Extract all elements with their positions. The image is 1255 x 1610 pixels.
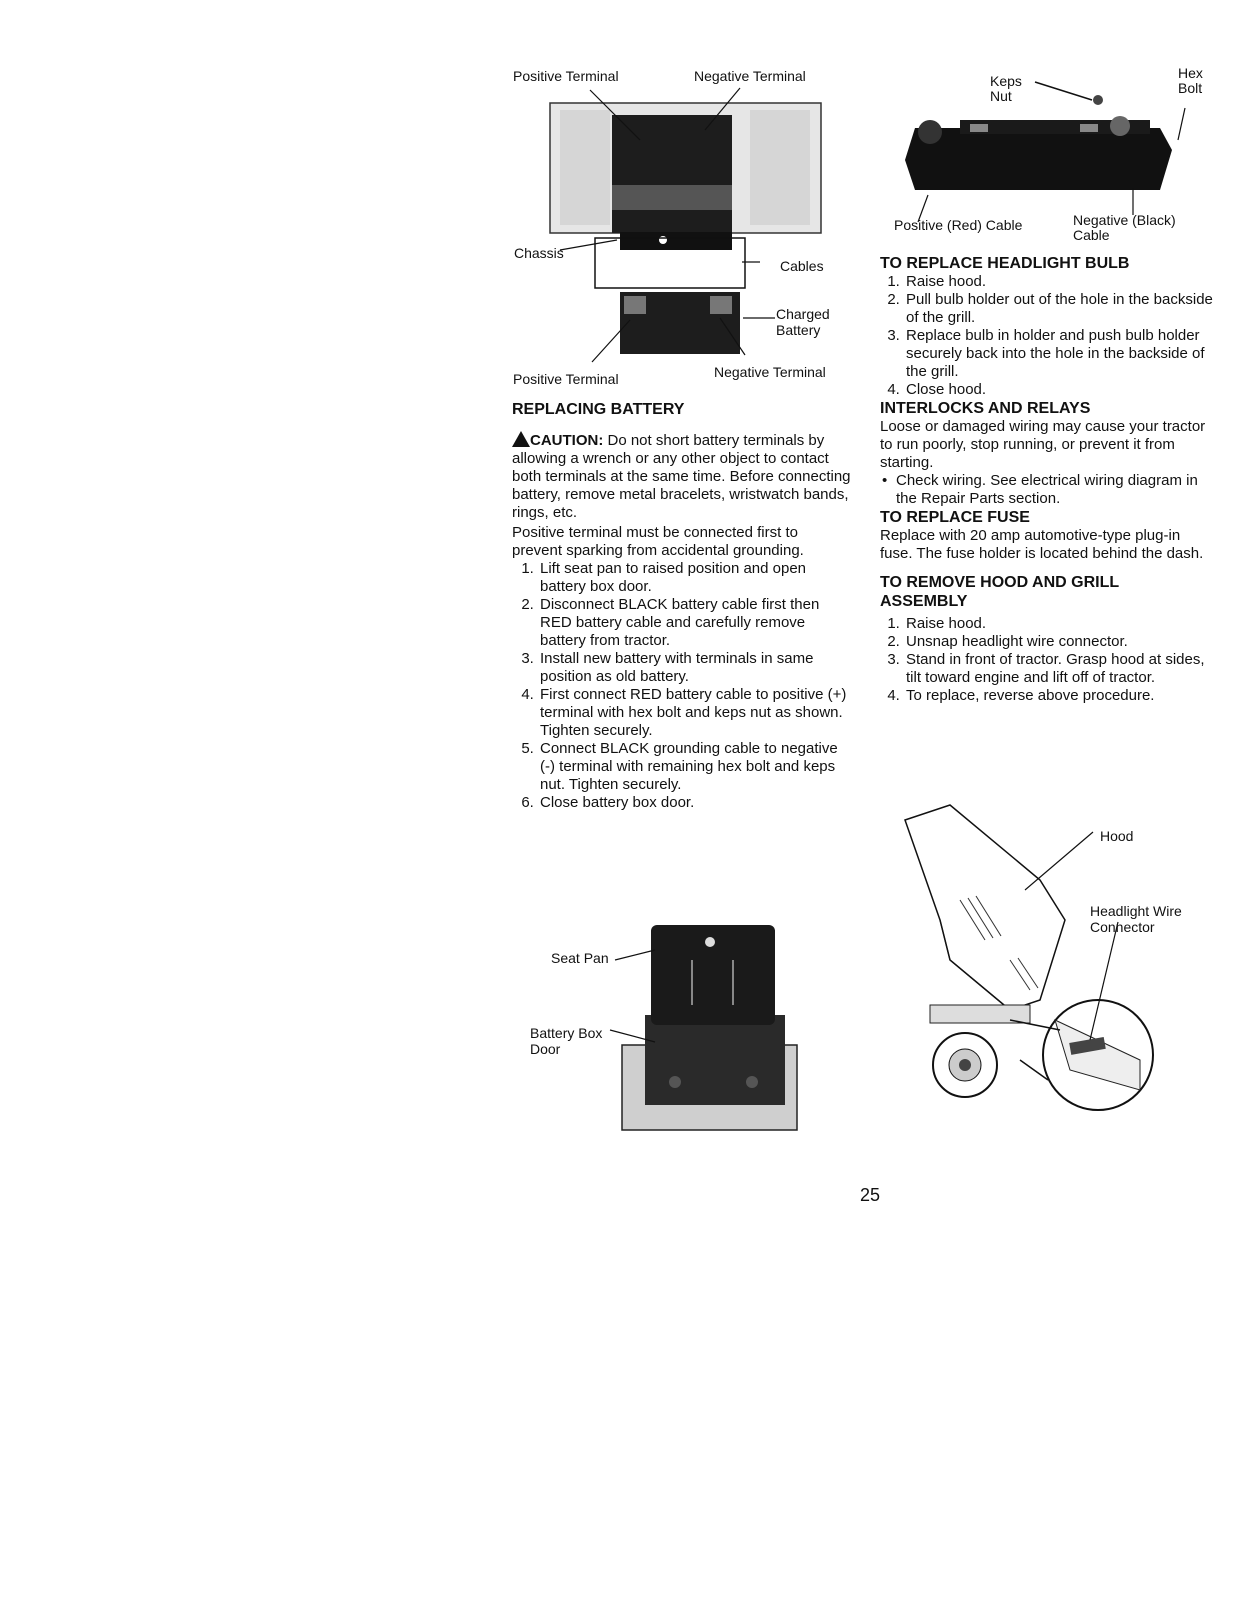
interlocks-text: Loose or damaged wiring may cause your tractor to run poorly, stop running, or prevent it from starting. <box>880 418 1206 471</box>
list-item: • Check wiring. See electrical wiring diagram in the Repair Parts section. <box>896 472 1215 508</box>
list-item: 2. Unsnap headlight wire connector. <box>904 633 1215 651</box>
label-seat-pan: Seat Pan <box>551 950 609 966</box>
list-item: 3. Install new battery with terminals in same position as old battery. <box>538 650 852 686</box>
caution-text: Do not short battery terminals by allowing a wrench or any other object to contact both terminals at the same time. Before connecting battery, remove metal bracelets, wristwatch bands, rings, etc. <box>512 432 851 521</box>
list-item: 6. Close battery box door. <box>538 794 852 812</box>
list-item: 3. Stand in front of tractor. Grasp hood at sides, tilt toward engine and lift off of tractor. <box>904 651 1215 687</box>
list-item: 4. To replace, reverse above procedure. <box>904 687 1215 705</box>
label-keps-nut: Keps Nut <box>990 73 1022 104</box>
hood-heading: TO REMOVE HOOD AND GRILL ASSEMBLY <box>880 574 1119 610</box>
interlocks-heading: INTERLOCKS AND RELAYS <box>880 400 1091 417</box>
label-cables: Cables <box>780 258 824 274</box>
list-item: 4. First connect RED battery cable to positive (+) terminal with hex bolt and keps nut as shown. Tighten securely. <box>538 686 852 740</box>
label-hood: Hood <box>1100 828 1134 844</box>
list-item: 1. Lift seat pan to raised position and open battery box door. <box>538 560 852 596</box>
label-battery-box-door: Battery Box Door <box>530 1025 603 1057</box>
fuse-text: Replace with 20 amp automotive-type plug-in fuse. The fuse holder is located behind the dash. <box>880 527 1204 562</box>
label-negative-terminal-bottom: Negative Terminal <box>714 364 826 380</box>
fuse-heading: TO REPLACE FUSE <box>880 509 1030 526</box>
replacing-battery-heading: REPLACING BATTERY <box>512 401 685 418</box>
list-item: 5. Connect BLACK grounding cable to negative (-) terminal with remaining hex bolt and keps nut. Tighten securely. <box>538 740 852 794</box>
label-positive-terminal-top: Positive Terminal <box>513 68 619 84</box>
label-negative-cable: Negative (Black) Cable <box>1073 212 1176 243</box>
page-number: 25 <box>860 1185 881 1205</box>
list-item: 1. Raise hood. <box>904 615 1215 633</box>
list-item: 2. Disconnect BLACK battery cable first then RED battery cable and carefully remove battery from tractor. <box>538 596 852 650</box>
label-positive-cable: Positive (Red) Cable <box>894 217 1023 233</box>
label-negative-terminal-top: Negative Terminal <box>694 68 806 84</box>
label-charged-battery: Charged Battery <box>776 306 830 338</box>
positive-note: Positive terminal must be connected first to prevent sparking from accidental grounding. <box>512 524 804 559</box>
list-item: 1. Raise hood. <box>904 273 1215 291</box>
list-item: 4. Close hood. <box>904 381 1215 399</box>
headlight-heading: TO REPLACE HEADLIGHT BULB <box>880 255 1130 272</box>
caution-label: CAUTION: <box>530 432 604 449</box>
label-chassis: Chassis <box>514 245 564 261</box>
label-positive-terminal-bottom: Positive Terminal <box>513 371 619 387</box>
list-item: 2. Pull bulb holder out of the hole in the backside of the grill. <box>904 291 1215 327</box>
list-item: 3. Replace bulb in holder and push bulb holder securely back into the hole in the backside of the grill. <box>904 327 1215 381</box>
label-hex-bolt: Hex Bolt <box>1178 65 1203 96</box>
label-headlight-wire-connector: Headlight Wire Connector <box>1090 903 1182 935</box>
